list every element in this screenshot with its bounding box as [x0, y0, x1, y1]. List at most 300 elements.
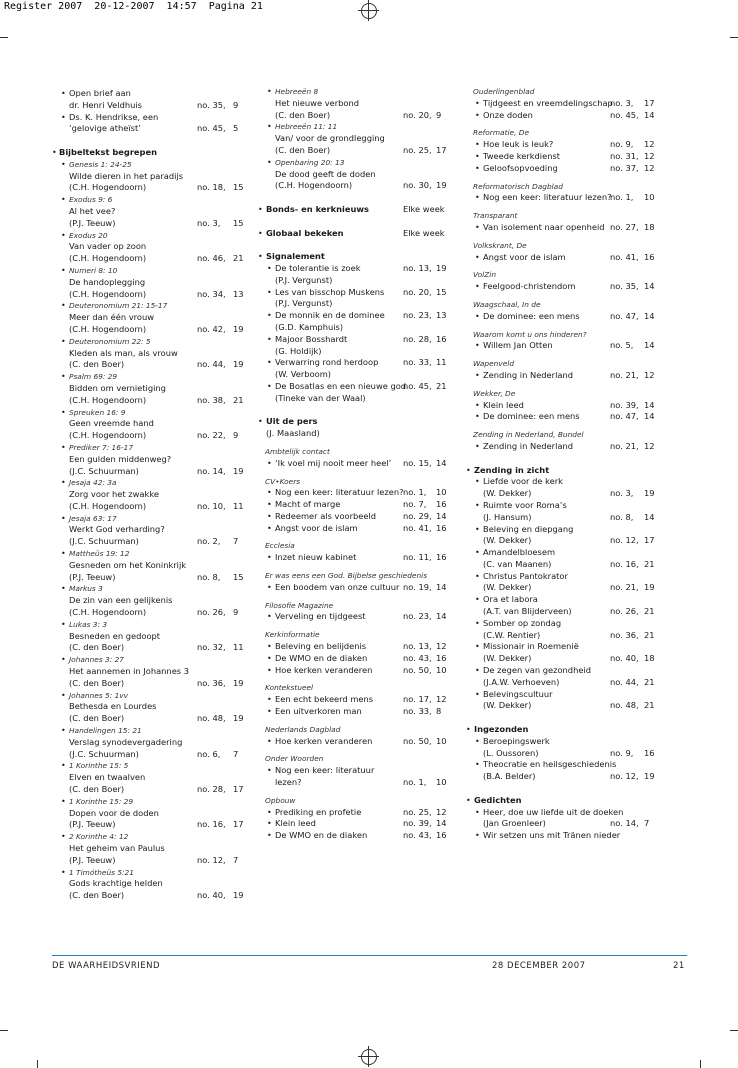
bullet-icon: •: [267, 263, 272, 273]
bullet-icon: •: [267, 612, 272, 622]
index-entry: [52, 595, 242, 607]
entry-text: Bidden om vernietiging: [69, 382, 166, 393]
bullet-icon: •: [475, 736, 480, 746]
crop-mark: [0, 1030, 8, 1031]
entry-text: Bethesda en Lourdes: [69, 701, 157, 712]
page-number: 16: [436, 522, 447, 533]
entry-text: (C. den Boer): [275, 144, 331, 155]
bullet-icon: •: [267, 458, 272, 468]
entry-text: Hoe leuk is leuk?: [483, 139, 554, 150]
page-number: 18: [644, 653, 655, 664]
index-entry: [466, 98, 661, 110]
index-entry: [258, 694, 448, 706]
entry-text: Openbaring 20: 13: [275, 157, 345, 167]
source-title: [466, 127, 661, 139]
page-number: 10: [436, 487, 447, 498]
page-number: 19: [233, 890, 244, 901]
source-title: [258, 570, 448, 582]
issue-number: no. 9,: [610, 139, 634, 150]
issue-number: no. 39,: [403, 818, 432, 829]
bullet-icon: •: [267, 157, 272, 167]
entry-text: (C. den Boer): [69, 890, 125, 901]
entry-text: (P.J. Teeuw): [69, 854, 116, 865]
bible-reference: [52, 265, 242, 277]
index-entry: [258, 381, 448, 393]
spacer: [258, 405, 448, 417]
bullet-icon: •: [258, 228, 263, 238]
entry-text: (J. Hansum): [483, 511, 532, 522]
page-number: 13: [436, 310, 447, 321]
index-entry: [52, 855, 242, 867]
bullet-icon: •: [475, 151, 480, 161]
index-entry: [466, 677, 661, 689]
entry-text: Ds. K. Hendrikse, een: [69, 111, 159, 122]
entry-text: Theocratie en heilsgeschiedenis: [483, 759, 617, 770]
source-label: Waagschaal, In de: [473, 299, 541, 309]
issue-number: no. 47,: [610, 310, 639, 321]
entry-text: Heer, doe uw liefde uit de doeken: [483, 806, 624, 817]
entry-text: Deuteronomium 21: 15-17: [69, 301, 168, 311]
bullet-icon: •: [267, 665, 272, 675]
entry-text: De zegen van gezondheid: [483, 665, 592, 676]
page-number: 17: [233, 784, 244, 795]
page-number: 11: [233, 500, 244, 511]
registration-mark-bottom: [358, 1046, 380, 1068]
bible-reference: [52, 513, 242, 525]
bullet-icon: •: [267, 523, 272, 533]
entry-text: (C.H. Hogendoorn): [69, 607, 147, 618]
index-entry: [258, 830, 448, 842]
section-heading-label: Ingezonden: [474, 724, 529, 735]
index-entry: [466, 594, 661, 606]
index-entry: [466, 689, 661, 701]
entry-text: (W. Dekker): [483, 653, 532, 664]
issue-number: no. 41,: [403, 522, 432, 533]
issue-number: no. 50,: [403, 735, 432, 746]
bible-reference: [52, 407, 242, 419]
page-number: 10: [644, 192, 655, 203]
entry-text: Verveling en tijdgeest: [275, 611, 366, 622]
section-heading-label: Globaal bekeken: [266, 227, 344, 238]
entry-text: Klein leed: [275, 818, 316, 829]
index-entry: [258, 169, 448, 181]
page-number: 12: [436, 641, 447, 652]
issue-number: no. 45,: [197, 123, 226, 134]
bullet-icon: •: [267, 766, 272, 776]
index-entry: [52, 784, 242, 796]
index-entry: [52, 206, 242, 218]
page-number: 11: [233, 642, 244, 653]
page-number: 12: [644, 139, 655, 150]
source-title: [466, 388, 661, 400]
bullet-icon: •: [267, 695, 272, 705]
entry-text: (C.H. Hogendoorn): [69, 323, 147, 334]
bullet-icon: •: [475, 831, 480, 841]
entry-text: (C. den Boer): [275, 109, 331, 120]
index-entry: [466, 411, 661, 423]
page-number: 21: [436, 380, 447, 391]
bullet-icon: •: [61, 336, 66, 346]
page-number: 19: [644, 771, 655, 782]
issue-number: no. 36,: [197, 677, 226, 688]
bullet-icon: •: [475, 618, 480, 628]
index-entry: [466, 571, 661, 583]
page-number: 14: [436, 611, 447, 622]
entry-text: (B.A. Belder): [483, 771, 536, 782]
index-column-1: [52, 88, 242, 902]
entry-text: De dominee: een mens: [483, 310, 580, 321]
bullet-icon: •: [475, 760, 480, 770]
entry-text: Angst voor de islam: [275, 522, 358, 533]
page-number: 16: [644, 747, 655, 758]
index-entry: [466, 139, 661, 151]
entry-text: (G. Holdijk): [275, 345, 322, 356]
entry-text: 1 Timótheüs 5:21: [69, 867, 134, 877]
entry-text: De Bosatlas en een nieuwe god: [275, 380, 407, 391]
entry-text: (P.J. Teeuw): [69, 819, 116, 830]
page-number: 19: [436, 262, 447, 273]
bible-reference: [52, 336, 242, 348]
bullet-icon: •: [475, 110, 480, 120]
issue-number: no. 22,: [197, 430, 226, 441]
index-entry: [466, 748, 661, 760]
bible-reference: [52, 619, 242, 631]
bullet-icon: •: [61, 301, 66, 311]
entry-text: Ruimte voor Roma’s: [483, 499, 567, 510]
bullet-icon: •: [61, 726, 66, 736]
entry-text: Het aannemen in Johannes 3: [69, 666, 190, 677]
source-title: [258, 795, 448, 807]
bullet-icon: •: [475, 642, 480, 652]
section-heading: [466, 724, 661, 736]
entry-text: Zending in Nederland: [483, 369, 573, 380]
entry-text: Nog een keer: literatuur lezen?: [275, 487, 404, 498]
entry-text: Mattheüs 19: 12: [69, 549, 130, 559]
issue-number: no. 25,: [403, 806, 432, 817]
entry-text: Hoe kerken veranderen: [275, 664, 373, 675]
entry-text: Prediker 7: 16-17: [69, 442, 134, 452]
issue-number: no. 23,: [403, 611, 432, 622]
entry-text: (Jan Groenleer): [483, 818, 546, 829]
bullet-icon: •: [475, 140, 480, 150]
entry-text: Zending in Nederland: [483, 440, 573, 451]
section-heading-label: Uit de pers: [266, 416, 318, 427]
section-heading-label: Bonds- en kerknieuws: [266, 203, 369, 214]
bullet-icon: •: [475, 193, 480, 203]
issue-number: Elke week: [403, 227, 445, 238]
entry-text: Het nieuwe verbond: [275, 97, 359, 108]
entry-text: 1 Korinthe 15: 5: [69, 761, 129, 771]
crop-mark: [37, 1060, 38, 1068]
source-title: [258, 476, 448, 488]
index-entry: [52, 808, 242, 820]
bullet-icon: •: [267, 582, 272, 592]
issue-number: no. 33,: [403, 357, 432, 368]
entry-text: Beleving en diepgang: [483, 523, 574, 534]
source-label: Ecclesia: [265, 541, 295, 551]
index-entry: [52, 749, 242, 761]
page-number: 10: [436, 735, 447, 746]
issue-number: no. 16,: [610, 558, 639, 569]
entry-text: Hebreeën 8: [275, 87, 319, 96]
index-entry: [258, 582, 448, 594]
entry-text: Ora et labora: [483, 594, 538, 605]
index-entry: [258, 777, 448, 789]
issue-number: no. 14,: [610, 818, 639, 829]
source-label: CV•Koers: [265, 476, 301, 486]
entry-text: Zorg voor het zwakke: [69, 489, 159, 500]
page-number: 16: [436, 552, 447, 563]
index-entry: [466, 606, 661, 618]
page-number: 14: [436, 818, 447, 829]
bullet-icon: •: [258, 252, 263, 262]
entry-text: ‘gelovige atheïst’: [69, 123, 141, 134]
entry-text: De WMO en de diaken: [275, 830, 368, 841]
index-entry: [258, 334, 448, 346]
entry-text: Een gulden middenweg?: [69, 453, 172, 464]
page-number: 12: [644, 440, 655, 451]
entry-text: Geloofsopvoeding: [483, 162, 558, 173]
index-entry: [258, 736, 448, 748]
index-entry: [258, 807, 448, 819]
entry-text: Van vader op zoon: [69, 241, 147, 252]
page-number: 16: [436, 830, 447, 841]
issue-number: no. 19,: [403, 581, 432, 592]
bible-reference: [52, 654, 242, 666]
issue-number: no. 45,: [610, 109, 639, 120]
issue-number: no. 10,: [197, 500, 226, 511]
entry-text: De dood geeft de doden: [275, 168, 376, 179]
page-number: 16: [436, 499, 447, 510]
issue-number: no. 40,: [197, 890, 226, 901]
source-label: Zending in Nederland, Bundel: [473, 430, 584, 440]
source-label: Kontekstueel: [265, 683, 314, 693]
index-entry: [52, 666, 242, 678]
issue-number: Elke week: [403, 203, 445, 214]
index-entry: [466, 807, 661, 819]
entry-text: Johannes 5: 1vv: [69, 690, 129, 700]
index-entry: [52, 772, 242, 784]
entry-text: Open brief aan: [69, 88, 131, 98]
issue-number: no. 3,: [610, 488, 634, 499]
bullet-icon: •: [61, 655, 66, 665]
bullet-icon: •: [267, 87, 272, 96]
bullet-icon: •: [267, 736, 272, 746]
source-label: Kerkinformatie: [265, 630, 320, 640]
entry-text: De zin van een gelijkenis: [69, 595, 173, 606]
page-number: 21: [644, 606, 655, 617]
entry-text: De tolerantie is zoek: [275, 262, 361, 273]
index-entry: [52, 312, 242, 324]
entry-text: (Tineke van der Waal): [275, 392, 366, 403]
entry-text: Prediking en profetie: [275, 806, 362, 817]
entry-text: (W. Dekker): [483, 535, 532, 546]
page-number: 7: [233, 854, 239, 865]
index-entry: [52, 642, 242, 654]
index-entry: [466, 222, 661, 234]
index-entry: [52, 607, 242, 619]
bullet-icon: •: [52, 147, 57, 157]
entry-text: De monnik en de dominee: [275, 310, 385, 321]
source-label: Volkskrant, De: [473, 240, 527, 250]
issue-number: no. 1,: [403, 487, 427, 498]
bullet-icon: •: [475, 370, 480, 380]
index-entry: [52, 383, 242, 395]
page-number: 12: [644, 162, 655, 173]
index-entry: [466, 641, 661, 653]
bullet-icon: •: [466, 725, 471, 735]
index-entry: [466, 653, 661, 665]
section-heading-label: Gedichten: [474, 794, 522, 805]
index-entry: [52, 348, 242, 360]
issue-number: no. 47,: [610, 411, 639, 422]
source-label: Ambtelijk contact: [265, 446, 330, 456]
index-entry: [52, 112, 242, 124]
issue-number: no. 3,: [610, 97, 634, 108]
spacer: [466, 712, 661, 724]
entry-text: (C. den Boer): [69, 359, 125, 370]
issue-number: no. 45,: [403, 380, 432, 391]
entry-text: Angst voor de islam: [483, 251, 566, 262]
issue-number: no. 6,: [197, 748, 221, 759]
entry-text: Missionair in Roemenië: [483, 641, 579, 652]
page-number: 9: [233, 99, 239, 110]
entry-text: (L. Oussoren): [483, 747, 539, 758]
index-entry: [52, 878, 242, 890]
entry-text: De handoplegging: [69, 276, 146, 287]
index-entry: [466, 192, 661, 204]
crop-mark: [730, 1030, 738, 1031]
page-number: 11: [436, 357, 447, 368]
bible-reference: [52, 477, 242, 489]
entry-text: Christus Pantokrator: [483, 570, 568, 581]
page-number: 19: [436, 180, 447, 191]
index-entry: [258, 357, 448, 369]
index-entry: [258, 98, 448, 110]
source-title: [466, 240, 661, 252]
page-number: 16: [436, 333, 447, 344]
entry-text: Gesneden om het Koninkrijk: [69, 559, 187, 570]
entry-text: lezen?: [275, 777, 302, 788]
page-number: 19: [644, 488, 655, 499]
index-entry: [466, 512, 661, 524]
source-title: [258, 600, 448, 612]
bible-reference: [52, 548, 242, 560]
issue-number: no. 23,: [403, 310, 432, 321]
entry-text: Beroepingswerk: [483, 735, 550, 746]
source-label: Onder Woorden: [265, 754, 324, 764]
index-entry: [466, 618, 661, 630]
bullet-icon: •: [267, 653, 272, 663]
entry-text: Besneden en gedoopt: [69, 630, 161, 641]
source-title: [258, 753, 448, 765]
index-entry: [466, 281, 661, 293]
entry-text: (J.C. Schuurman): [69, 536, 139, 547]
index-entry: [52, 524, 242, 536]
source-title: [466, 358, 661, 370]
bullet-icon: •: [258, 417, 263, 427]
bullet-icon: •: [267, 500, 272, 510]
entry-text: Klein leed: [483, 399, 524, 410]
entry-text: (C.H. Hogendoorn): [69, 430, 147, 441]
source-title: [466, 329, 661, 341]
bullet-icon: •: [475, 666, 480, 676]
issue-number: no. 38,: [197, 394, 226, 405]
bullet-icon: •: [267, 334, 272, 344]
bullet-icon: •: [61, 584, 66, 594]
page-number: 21: [644, 558, 655, 569]
bullet-icon: •: [475, 222, 480, 232]
entry-text: (A.T. van Blijderveen): [483, 606, 572, 617]
issue-number: no. 28,: [403, 333, 432, 344]
page-number: 17: [233, 819, 244, 830]
issue-number: no. 27,: [610, 221, 639, 232]
bullet-icon: •: [61, 195, 66, 205]
entry-text: (C.H. Hogendoorn): [69, 182, 147, 193]
source-label: Reformatorisch Dagblad: [473, 181, 563, 191]
issue-number: no. 44,: [610, 676, 639, 687]
entry-text: Tijdgeest en vreemdelingschap: [483, 97, 613, 108]
entry-text: Gods krachtige helden: [69, 878, 163, 889]
source-title: [466, 210, 661, 222]
index-entry: [52, 819, 242, 831]
source-label: Filosofie Magazine: [265, 600, 334, 610]
issue-number: no. 26,: [610, 606, 639, 617]
bullet-icon: •: [475, 477, 480, 487]
issue-number: no. 9,: [610, 747, 634, 758]
index-entry: [52, 123, 242, 135]
index-entry: [52, 489, 242, 501]
entry-text: 1 Korinthe 15: 29: [69, 796, 134, 806]
index-entry: [52, 843, 242, 855]
index-entry: [52, 466, 242, 478]
entry-text: Een echt bekeerd mens: [275, 694, 374, 705]
entry-text: Feelgood-christendom: [483, 281, 576, 292]
page-number: 9: [233, 430, 239, 441]
page-number: 14: [644, 281, 655, 292]
issue-number: no. 12,: [610, 535, 639, 546]
entry-text: (W. Dekker): [483, 488, 532, 499]
bullet-icon: •: [61, 478, 66, 488]
page-number: 19: [233, 677, 244, 688]
page-number: 12: [644, 369, 655, 380]
section-heading: [258, 251, 448, 263]
entry-text: (C. den Boer): [69, 713, 125, 724]
page-number: 14: [436, 581, 447, 592]
footer-date: 28 DECEMBER 2007: [492, 961, 586, 971]
entry-text: De dominee: een mens: [483, 411, 580, 422]
index-entry: [52, 324, 242, 336]
index-entry: [466, 110, 661, 122]
section-heading: [466, 465, 661, 477]
page-number: 7: [233, 748, 239, 759]
entry-text: Het geheim van Paulus: [69, 843, 165, 853]
bullet-icon: •: [61, 372, 66, 382]
bullet-icon: •: [475, 400, 480, 410]
bullet-icon: •: [475, 282, 480, 292]
bullet-icon: •: [267, 831, 272, 841]
source-label: Wapenveld: [473, 359, 515, 369]
issue-number: no. 48,: [197, 713, 226, 724]
bullet-icon: •: [61, 513, 66, 523]
entry-text: Verslag synodevergadering: [69, 736, 183, 747]
page-number: 13: [233, 288, 244, 299]
entry-text: (C. van Maanen): [483, 558, 552, 569]
bullet-icon: •: [61, 407, 66, 417]
entry-text: Beleving en belijdenis: [275, 641, 367, 652]
bullet-icon: •: [61, 832, 66, 842]
page-number: 17: [644, 97, 655, 108]
